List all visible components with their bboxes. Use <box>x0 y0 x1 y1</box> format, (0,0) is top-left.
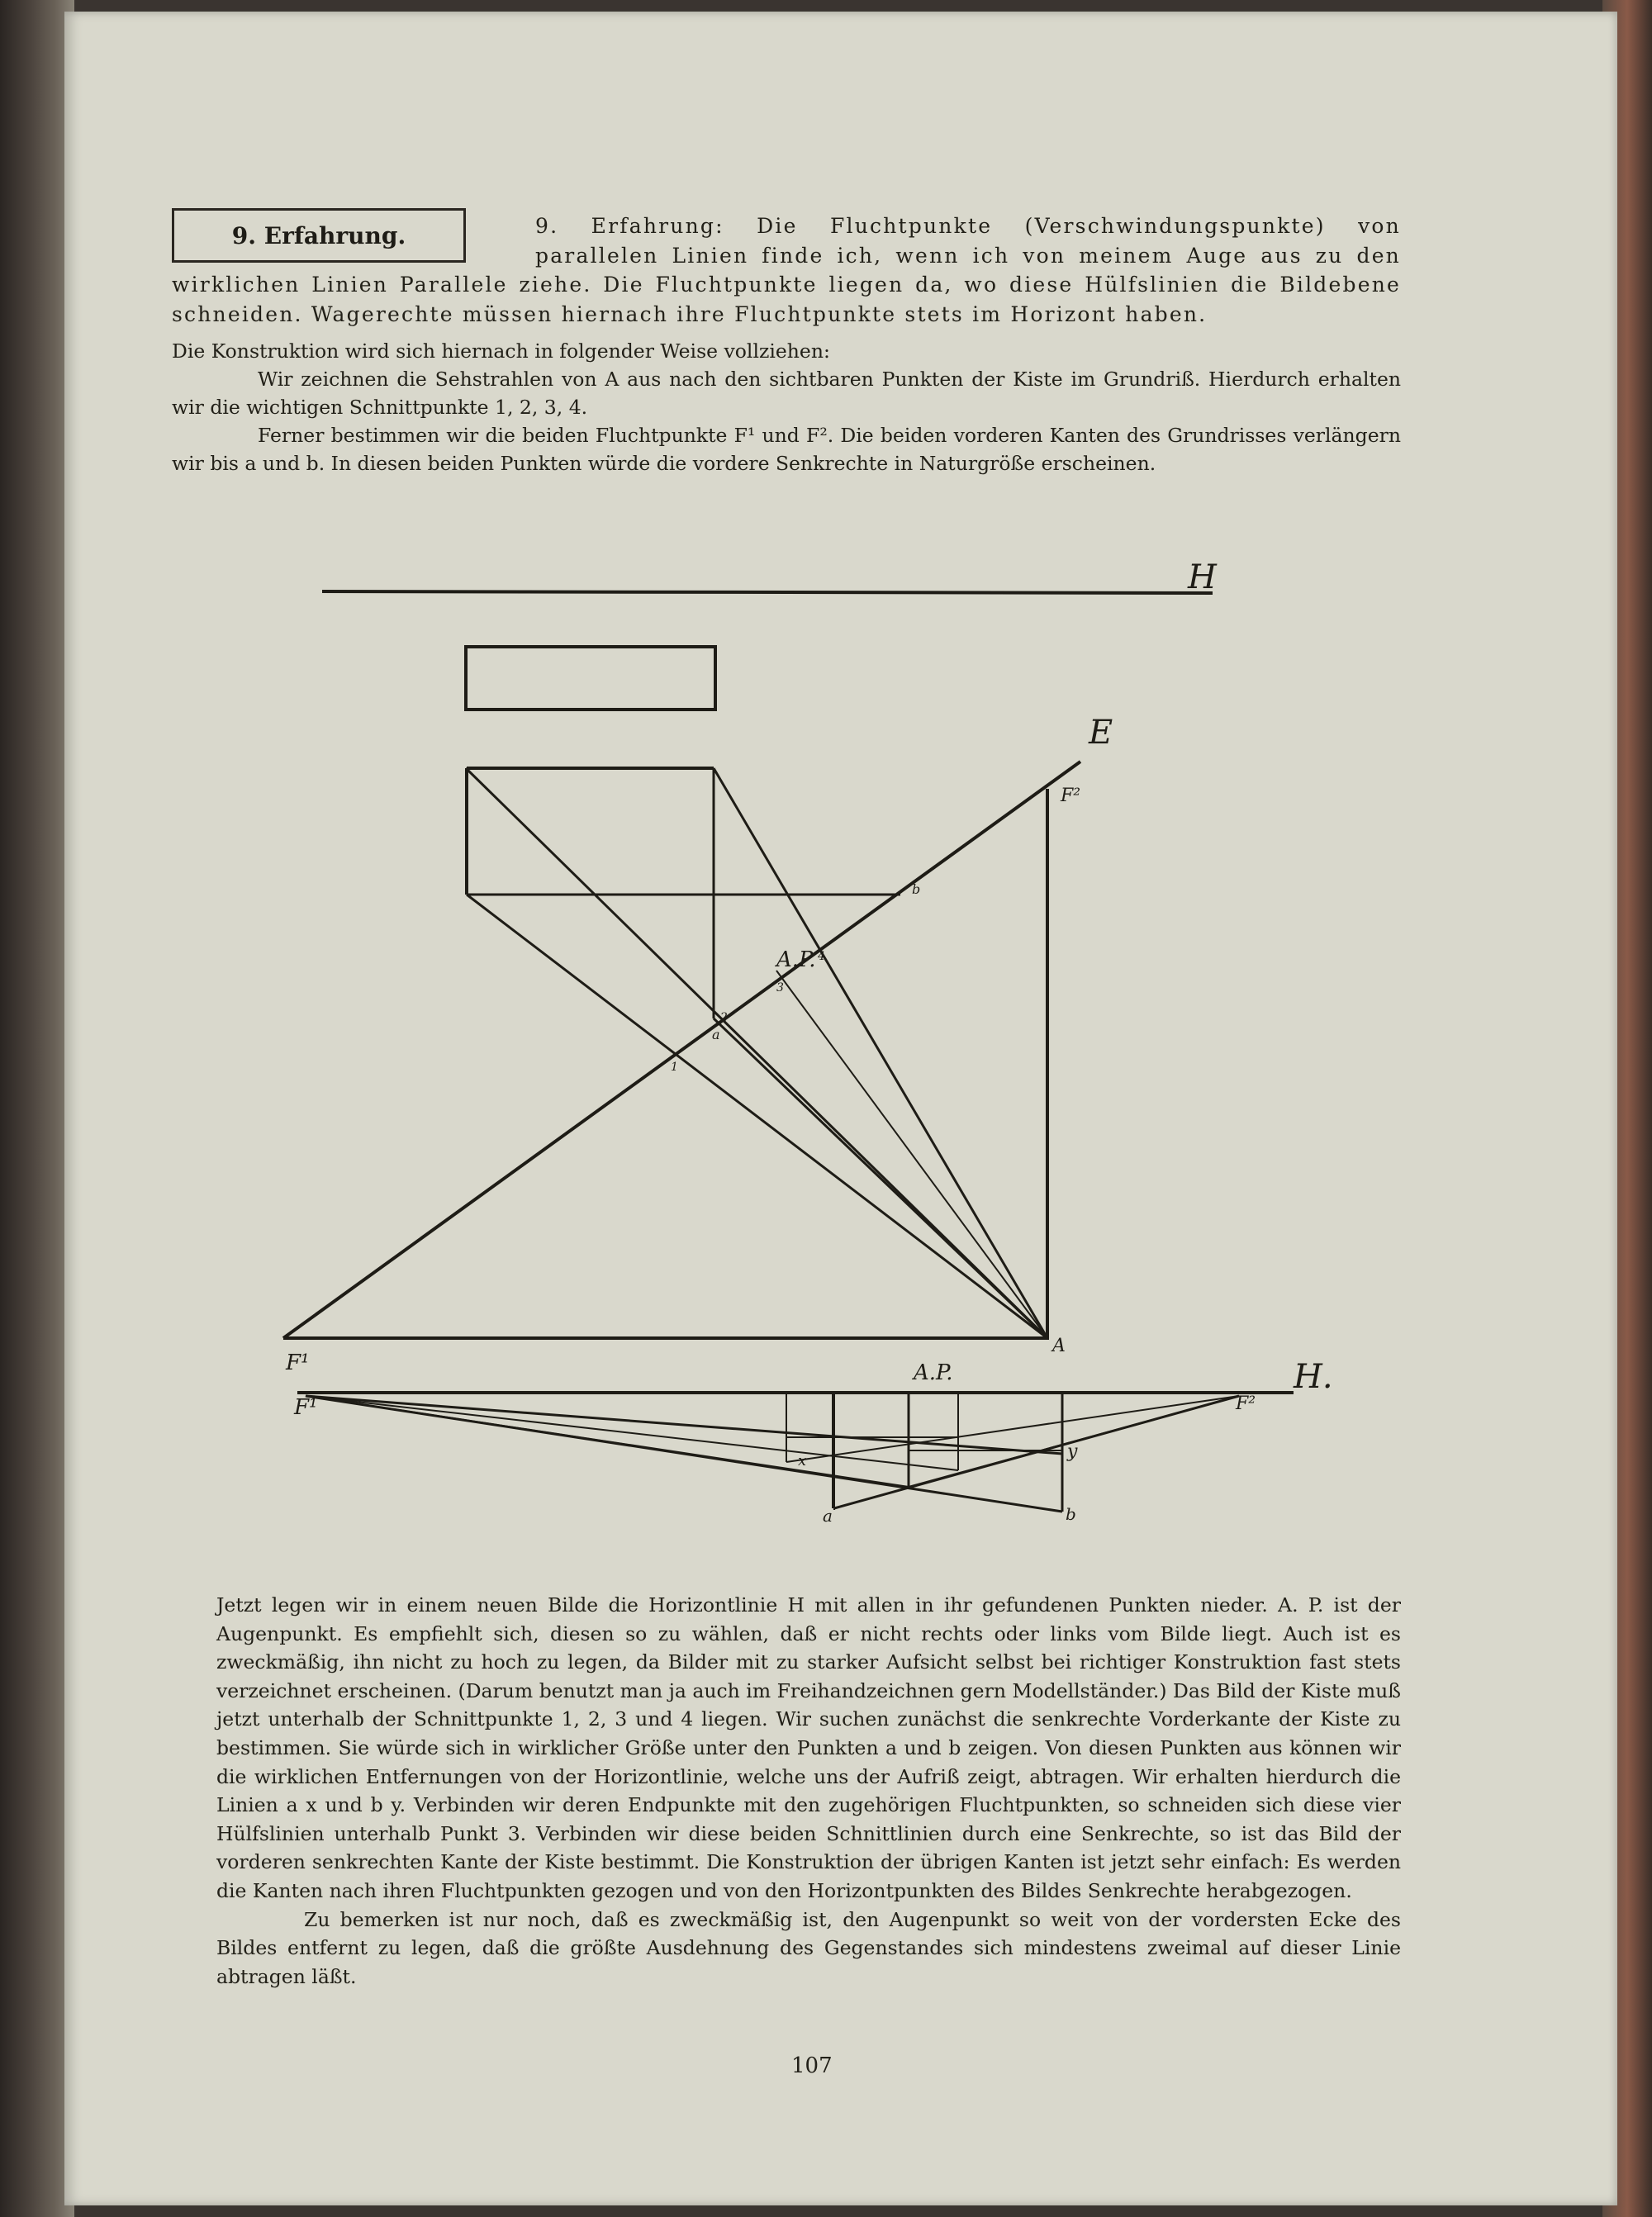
vanish-f2-2 <box>786 1396 1239 1462</box>
body-p1: Jetzt legen wir in einem neuen Bilde die Horizontlinie H mit allen in ihr gefundenen Punkten nieder. A. P. ist der Augenpunkt. Es empfiehlt sich, diesen so zu wählen, daß er nicht rechts oder links vom Bilde liegt. Auch ist es zweckmäßig, ihn nicht zu hoch zu legen, da Bilder mit zu starker Aufsicht selbst bei richtiger Konstruktion fast stets verzeichnet erscheinen. (Darum benutzt man ja auch im Freihandzeichnen gern Modellständer.) Das Bild der Kiste muß jetzt unterhalb der Schnittpunkte 1, 2, 3 und 4 liegen. Wir suchen zunächst die senkrechte Vorderkante der Kiste zu bestimmen. Sie würde sich in wirklicher Größe unter den Punkten a und b zeigen. Von diesen Punkten aus können wir die wirklichen Entfernungen von der Horizontlinie, welche uns der Aufriß zeigt, abtragen. Wir erhalten hierdurch die Linien a x und b y. Verbinden wir deren Endpunkte mit den zugehörigen Fluchtpunkten, so schneiden sich diese vier Hülfslinien unterhalb Punkt 3. Verbinden wir diese beiden Schnittlinien durch eine Senkrechte, so ist das Bild der vorderen senkrechten Kante der Kiste bestimmt. Die Konstruktion der übrigen Kanten ist jetzt sehr einfach: Es werden die Kanten nach ihren Fluchtpunkten gezogen und von den Horizontpunkten des Bildes Senkrechte herabgezogen. <box>216 1593 1401 1902</box>
section-heading: 9. Erfahrung. <box>231 221 406 249</box>
horizon-line-top <box>322 591 1213 593</box>
point-2: 2 <box>720 1011 728 1024</box>
section-statement-text: 9. Erfahrung: Die Fluchtpunkte (Verschwindungspunkte) von parallelen Linien finde ich, wenn ich von meinem Auge aus zu den wirklichen Linien Parallele ziehe. Die Fluchtpunkte liegen da, wo diese Hülfslinien die Bildebene schneiden. Wagerechte müssen hiernach ihre Fluchtpunkte stets im Horizont haben. <box>172 214 1401 326</box>
point-1: 1 <box>671 1061 678 1074</box>
elevation-rectangle <box>466 647 715 710</box>
point-a: a <box>712 1027 720 1042</box>
plan-diagonal <box>714 1018 1047 1338</box>
label-b-bottom: b <box>1066 1504 1076 1524</box>
label-ap-bottom: A.P. <box>914 1360 953 1385</box>
label-y: y <box>1067 1441 1078 1462</box>
vanish-f1-1 <box>306 1396 1062 1454</box>
label-a-plan: A <box>1052 1336 1066 1356</box>
label-a-bottom: a <box>823 1506 833 1526</box>
sight-ray-1 <box>466 768 1047 1338</box>
label-f1-left: F¹ <box>286 1351 310 1375</box>
body-p2: Zu bemerken ist nur noch, daß es zweckmäßig ist, den Augenpunkt so weit von der vordersten Ecke des Bildes entfernt zu legen, daß die größte Ausdehnung des Gegenstandes sich mindestens zweimal auf dieser Linie abtragen läßt. <box>216 1907 1401 1988</box>
point-4: 4 <box>818 950 825 963</box>
label-f1-bottom: F¹ <box>294 1395 318 1420</box>
point-3: 3 <box>776 981 784 995</box>
vanish-f1-3 <box>306 1396 909 1487</box>
construction-p2: Wir zeichnen die Sehstrahlen von A aus nach den sichtbaren Punkten der Kiste im Grundriß. Hierdurch erhalten wir die wichtigen Schnittpunkte 1, 2, 3, 4. <box>172 368 1401 419</box>
construction-p1: Die Konstruktion wird sich hiernach in folgender Weise vollziehen: <box>172 339 830 363</box>
label-h-top: H <box>1188 558 1217 596</box>
label-x: x <box>798 1452 807 1469</box>
vanish-f1-4 <box>306 1396 958 1470</box>
point-b: b <box>912 881 921 897</box>
construction-p3: Ferner bestimmen wir die beiden Fluchtpunkte F¹ und F². Die beiden vorderen Kanten des Grundrisses verlängern wir bis a und b. In diesen beiden Punkten würde die vordere Senkrechte in Naturgröße erscheinen. <box>172 424 1401 475</box>
label-h-bottom: H. <box>1294 1358 1333 1396</box>
label-f2-bottom: F² <box>1236 1393 1256 1414</box>
sight-ray-5 <box>776 971 1047 1338</box>
label-e: E <box>1089 714 1113 752</box>
sight-ray-3 <box>467 895 1047 1338</box>
sight-ray-2 <box>714 768 1047 1338</box>
label-f2-top: F² <box>1061 786 1081 806</box>
label-ap-top: A.P. <box>776 947 816 972</box>
body-paragraphs <box>216 1591 1401 1991</box>
page-number: 107 <box>791 2053 833 2078</box>
